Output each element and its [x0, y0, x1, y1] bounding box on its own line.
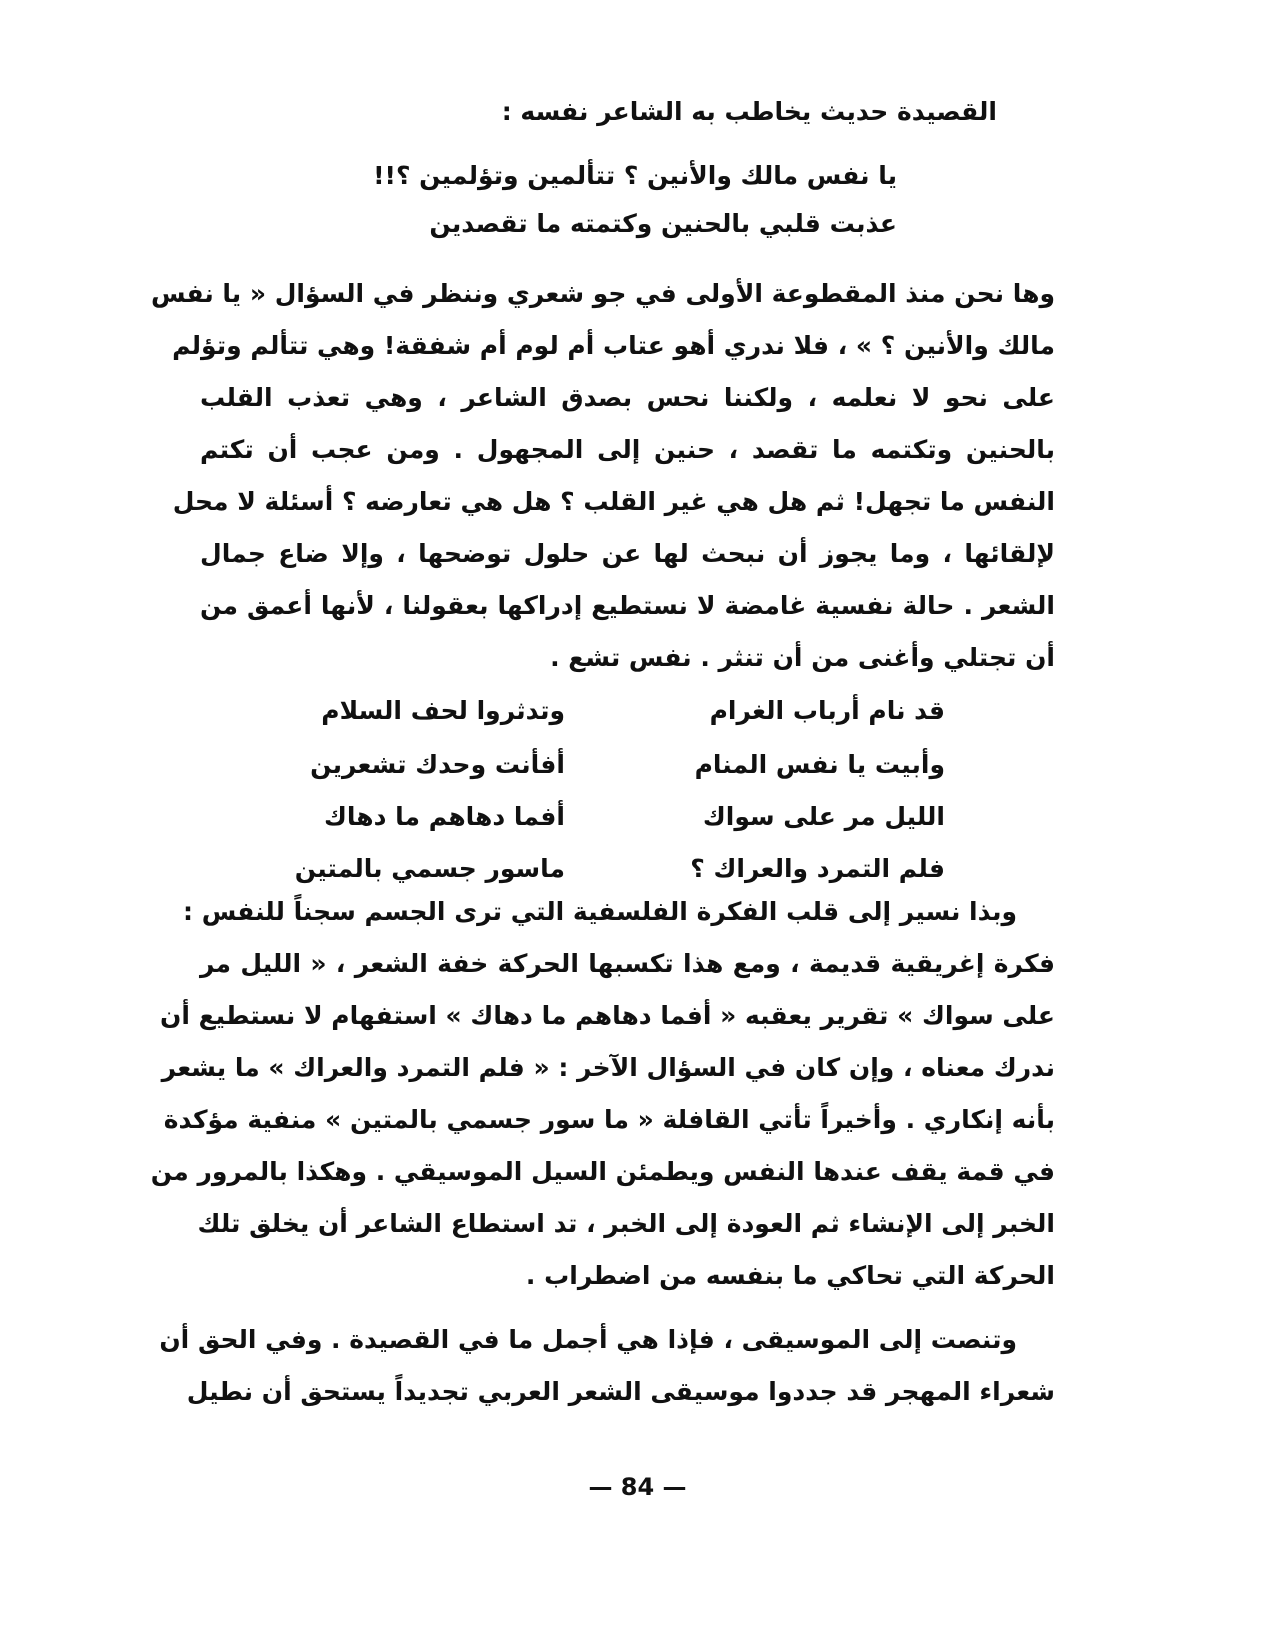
paragraph-1-line: الشعر . حالة نفسية غامضة لا نستطيع إدراكها بعقولنا ، لأنها أعمق من	[200, 591, 1055, 620]
paragraph-1-line: على نحو لا نعلمه ، ولكننا نحس بصدق الشاعر ، وهي تعذب القلب	[200, 383, 1055, 412]
page-number: — 84 —	[588, 1473, 687, 1501]
paragraph-1-line: النفس ما تجهل! ثم هل هي غير القلب ؟ هل هي تعارضه ؟ أسئلة لا محل	[172, 487, 1055, 516]
stanza-row	[0, 792, 1275, 842]
stanza-right-hemistich: الليل مر على سواك	[702, 802, 945, 831]
stanza-left-hemistich: أفأنت وحدك تشعرين	[310, 750, 565, 779]
paragraph-2-line: على سواك » تقرير يعقبه « أفما دهاهم ما دهاك » استفهام لا نستطيع أن	[159, 1001, 1055, 1030]
stanza-row	[0, 686, 1275, 736]
stanza-row	[0, 740, 1275, 790]
paragraph-2-line: فكرة إغريقية قديمة ، ومع هذا تكسبها الحركة خفة الشعر ، « الليل مر	[200, 949, 1055, 978]
paragraph-1-line: وها نحن منذ المقطوعة الأولى في جو شعري وننظر في السؤال « يا نفس	[150, 279, 1055, 308]
paragraph-2-line: الخبر إلى الإنشاء ثم العودة إلى الخبر ، تد استطاع الشاعر أن يخلق تلك	[197, 1209, 1055, 1238]
paragraph-1-line: أن تجتلي وأغنى من أن تنثر . نفس تشع .	[550, 643, 1055, 672]
intro-line: القصيدة حديث يخاطب به الشاعر نفسه :	[501, 97, 997, 126]
paragraph-2-line: الحركة التي تحاكي ما بنفسه من اضطراب .	[525, 1261, 1055, 1290]
paragraph-2-line: بأنه إنكاري . وأخيراً تأتي القافلة « ما سور جسمي بالمتين » منفية مؤكدة	[163, 1105, 1055, 1134]
paragraph-3-line: وتنصت إلى الموسيقى ، فإذا هي أجمل ما في القصيدة . وفي الحق أن	[159, 1325, 1017, 1354]
stanza-left-hemistich: أفما دهاهم ما دهاك	[323, 802, 565, 831]
paragraph-3-line: شعراء المهجر قد جددوا موسيقى الشعر العربي تجديداً يستحق أن نطيل	[186, 1377, 1055, 1406]
stanza-right-hemistich: وأبيت يا نفس المنام	[694, 750, 945, 779]
stanza-right-hemistich: قد نام أرباب الغرام	[709, 696, 945, 725]
stanza-left-hemistich: ماسور جسمي بالمتين	[294, 854, 565, 883]
paragraph-2-line: ندرك معناه ، وإن كان في السؤال الآخر : « فلم التمرد والعراك » ما يشعر	[161, 1053, 1055, 1082]
paragraph-1-line: مالك والأنين ؟ » ، فلا ندري أهو عتاب أم لوم أم شفقة! وهي تتألم وتؤلم	[172, 331, 1055, 360]
stanza-right-hemistich: فلم التمرد والعراك ؟	[690, 854, 945, 883]
opening-verse-1: يا نفس مالك والأنين ؟ تتألمين وتؤلمين ؟!!	[373, 161, 897, 190]
paragraph-1-line: بالحنين وتكتمه ما تقصد ، حنين إلى المجهول . ومن عجب أن تكتم	[200, 435, 1055, 464]
paragraph-2-line: وبذا نسير إلى قلب الفكرة الفلسفية التي ترى الجسم سجناً للنفس :	[183, 897, 1017, 926]
paragraph-2-line: في قمة يقف عندها النفس ويطمئن السيل الموسيقي . وهكذا بالمرور من	[150, 1157, 1055, 1186]
paragraph-1-line: لإلقائها ، وما يجوز أن نبحث لها عن حلول توضحها ، وإلا ضاع جمال	[200, 539, 1055, 568]
stanza-left-hemistich: وتدثروا لحف السلام	[321, 696, 565, 725]
opening-verse-2: عذبت قلبي بالحنين وكتمته ما تقصدين	[429, 209, 897, 238]
